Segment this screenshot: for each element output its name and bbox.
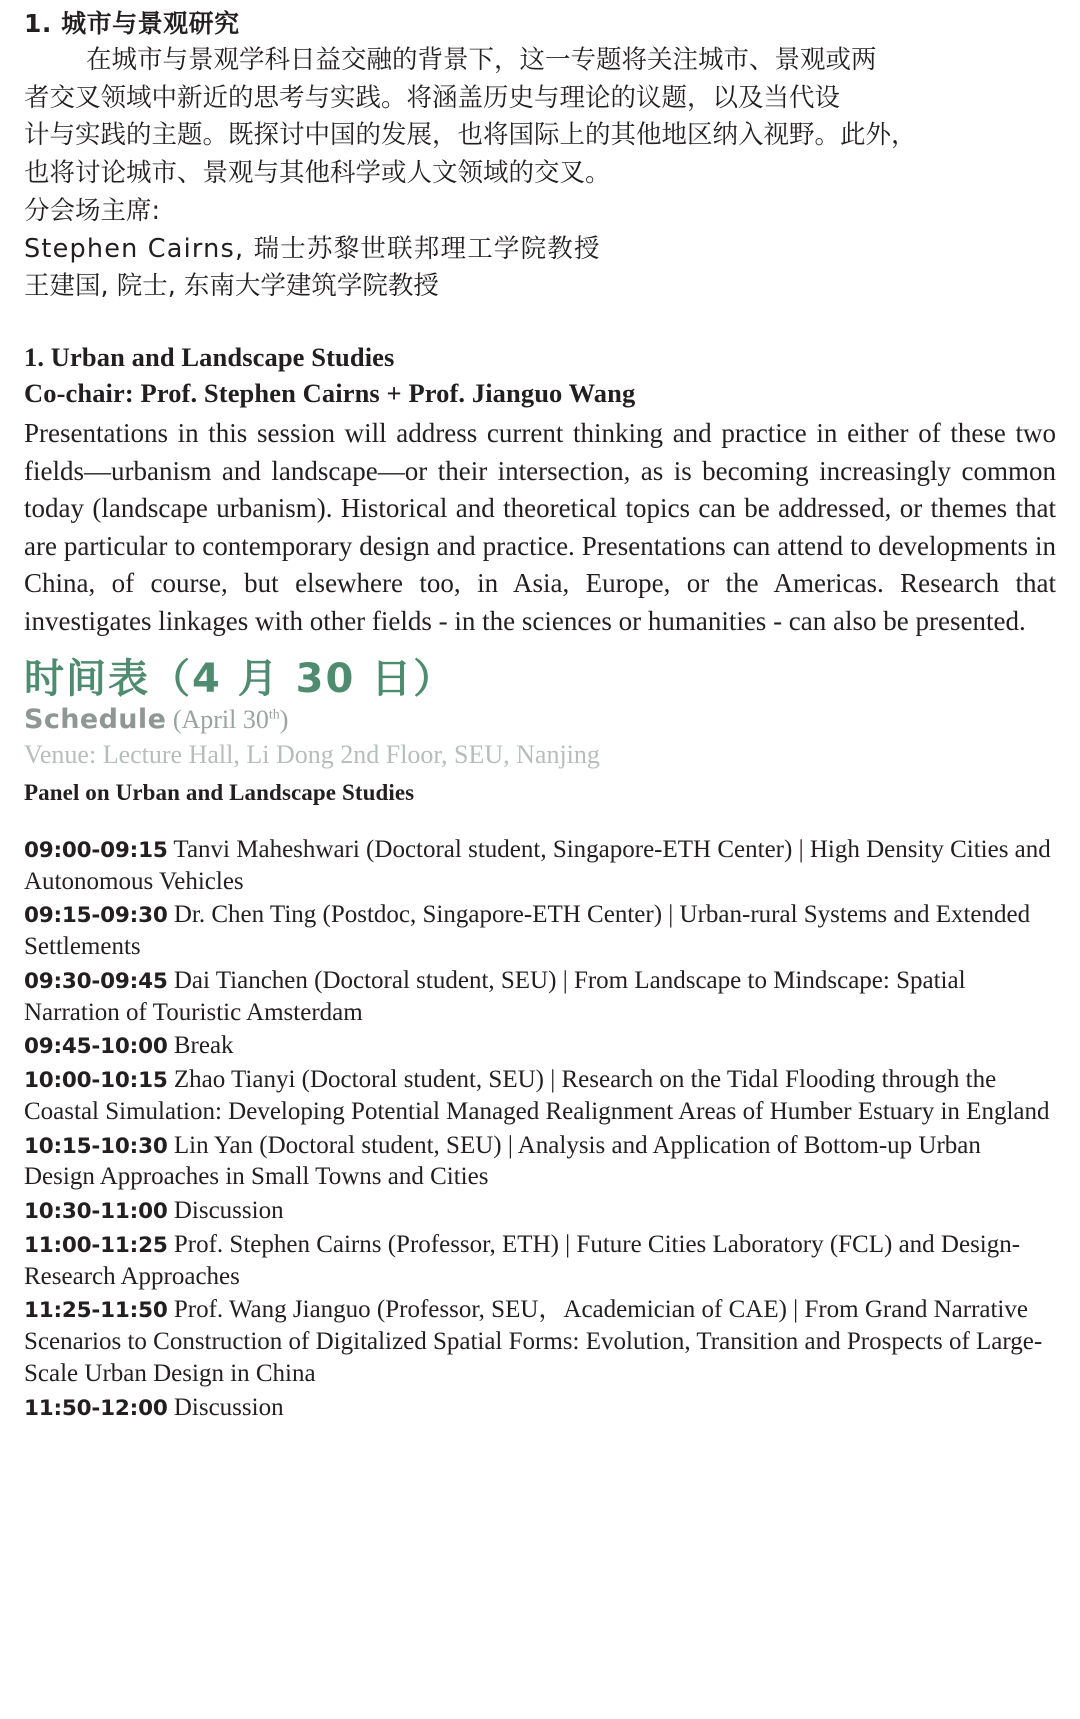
schedule-row-time: 09:15-09:30 (24, 903, 168, 929)
chair-name-cn-2: 王建国, 院士, 东南大学建筑学院教授 (24, 271, 439, 302)
chair-name-cn-1: Stephen Cairns, 瑞士苏黎世联邦理工学院教授 (24, 233, 601, 264)
schedule-row-desc: Discussion (173, 1393, 284, 1421)
schedule-row-desc: Discussion (173, 1197, 284, 1225)
schedule-row-desc: Tanvi Maheshwari (Doctoral student, Singapore-ETH Center) | High Density Cities and Autonomous Vehicles (24, 835, 1051, 895)
schedule-row-desc: Dr. Chen Ting (Postdoc, Singapore-ETH Center) | Urban-rural Systems and Extended Settlements (24, 901, 1031, 961)
abstract-line: 者交叉领域中新近的思考与实践。将涵盖历史与理论的议题，以及当代设 (24, 82, 841, 113)
abstract-line: 也将讨论城市、景观与其他科学或人文领域的交叉。 (24, 158, 611, 189)
session-heading-cn: 1. 城市与景观研究 (24, 9, 240, 38)
schedule-row (24, 899, 1056, 963)
schedule-row-time: 10:30-11:00 (24, 1199, 168, 1225)
schedule-row-time: 09:45-10:00 (24, 1034, 168, 1060)
schedule-title-en-open: (April 30 (166, 705, 269, 735)
schedule-row-desc: Zhao Tianyi (Doctoral student, SEU) | Research on the Tidal Flooding through the Coastal Simulation: Developing Potential Managed Realignment Areas of Humber Estuary in England (24, 1066, 1050, 1125)
schedule-title-en-bold: Schedule (24, 704, 167, 736)
section-spacer (24, 306, 1056, 340)
schedule-header (24, 656, 1056, 806)
schedule-row-time: 10:15-10:30 (24, 1133, 168, 1159)
session-cochair-en: Co-chair: Prof. Stephen Cairns + Prof. Jianguo Wang (24, 377, 636, 408)
schedule-row (24, 1130, 1056, 1194)
schedule-title-cn: 时间表（4 月 30 日） (24, 656, 456, 703)
chair-label-cn: 分会场主席: (24, 195, 161, 226)
schedule-row-time: 09:30-09:45 (24, 968, 168, 994)
schedule-row (24, 1294, 1056, 1389)
schedule-row-time: 09:00-09:15 (24, 837, 168, 863)
schedule-list (24, 834, 1056, 1424)
schedule-row (24, 1229, 1056, 1293)
schedule-row (24, 965, 1056, 1029)
schedule-row (24, 834, 1056, 898)
session-abstract-en: Presentations in this session will address current thinking and practice in either of these two fields—urbanism and landscape—or their intersection, as is becoming increasingly common today (landscape urbanism). Historical and theoretical topics can be addressed, or themes that are particular to contemporary design and practice. Presentations can attend to developments in China, of course, but elsewhere too, in Asia, Europe, or the Americas. Research that investigates linkages with other fields - in the sciences or humanities - can also be presented. (24, 418, 1056, 636)
schedule-row-time: 11:50-12:00 (24, 1395, 168, 1421)
schedule-row-desc: Dai Tianchen (Doctoral student, SEU) | From Landscape to Mindscape: Spatial Narration of Touristic Amsterdam (24, 966, 966, 1026)
schedule-row (24, 1195, 1056, 1227)
schedule-row-desc: Prof. Wang Jianguo (Professor, SEU，Academician of CAE) | From Grand Narrative Scenarios to Construction of Digitalized Spatial Forms: Evolution, Transition and Prospects of Large-Scale Urban Design in China (24, 1296, 1043, 1387)
schedule-row (24, 1392, 1056, 1424)
schedule-title-en-ordinal: th (268, 707, 280, 723)
schedule-row-time: 11:00-11:25 (24, 1232, 168, 1258)
abstract-line (24, 42, 1056, 80)
abstract-line-text: 在城市与景观学科日益交融的背景下，这一专题将关注城市、景观或两 (86, 45, 877, 75)
schedule-title-en-close: ) (279, 705, 289, 735)
schedule-row-time: 11:25-11:50 (24, 1298, 168, 1324)
schedule-row (24, 1030, 1056, 1062)
schedule-row (24, 1064, 1056, 1128)
schedule-row-desc: Lin Yan (Doctoral student, SEU) | Analysis and Application of Bottom-up Urban Design Approaches in Small Towns and Cities (24, 1131, 981, 1191)
session-title-en: 1. Urban and Landscape Studies (24, 342, 395, 373)
schedule-row-time: 10:00-10:15 (24, 1068, 168, 1094)
abstract-line: 计与实践的主题。既探讨中国的发展，也将国际上的其他地区纳入视野。此外， (24, 120, 917, 151)
schedule-title-en (24, 704, 1056, 736)
schedule-row-desc: Prof. Stephen Cairns (Professor, ETH) | Future Cities Laboratory (FCL) and Design-Research Approaches (24, 1230, 1021, 1290)
session-abstract-cn (24, 42, 1056, 193)
schedule-row-desc: Break (173, 1032, 234, 1060)
schedule-venue: Venue: Lecture Hall, Li Dong 2nd Floor, SEU, Nanjing (24, 739, 600, 769)
schedule-panel-title: Panel on Urban and Landscape Studies (24, 779, 415, 805)
